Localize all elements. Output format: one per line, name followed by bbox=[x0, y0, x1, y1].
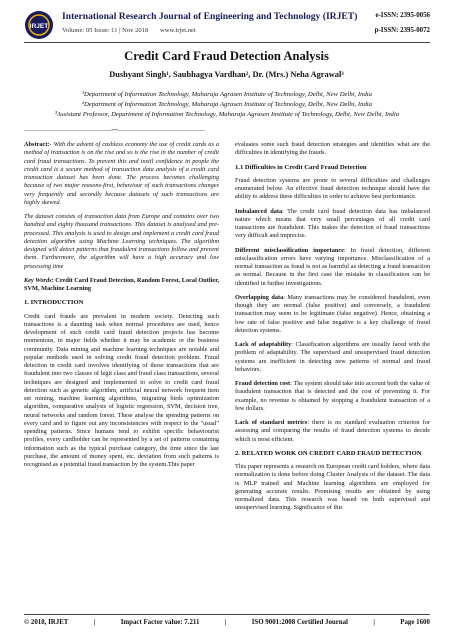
affiliation-3: ³Assistant Professor, Department of Information Technology, Maharaja Agrasen Institute of Technology, Delhi, New Delhi, India bbox=[54, 111, 400, 118]
detection-cost-text: : The system should take into account both the value of fraudulent transaction that is detected and the cost of preventing it. For example, no revenue is obtained by stopping a fraudulent transaction of a few dollars. bbox=[235, 380, 430, 412]
affiliation-1: ¹Department of Information Technology, Maharaja Agrasen Institute of Technology, Delhi, New Delhi, India bbox=[81, 91, 373, 98]
imbalanced-data-text: : The credit card fraud detection data has imbalanced nature which means that very small percentages of all credit card transactions are fraudulent. This makes the detection of fraud transactions very difficult and imprecise. bbox=[235, 207, 430, 240]
affiliation-2: ²Department of Information Technology, Maharaja Agrasen Institute of Technology, Delhi, New Delhi, India bbox=[81, 101, 373, 108]
introduction-heading: 1. INTRODUCTION bbox=[24, 299, 84, 307]
intro-continuation: evaluates some such fraud detection strategies and identifies what are the difficulties in identifying the frauds. bbox=[235, 141, 430, 157]
right-column bbox=[235, 141, 430, 519]
introduction-paragraph: Credit card frauds are prevalent in modern society. Detecting such transactions is a daunting task when normal procedures are used, hence development of such credit card fraud detection projects has become momentous, in major fields whether it may be academic or the business community. Data mining and machine learning techniques are notable and popular methods used in solving credit fraud detection problem. Fraud detection in credit card involves identifying of those transactions that are fraudulent into two classes of legit class and fraud class transactions, several techniques are designed and implemented to solve to credit card fraud detection such as genetic algorithm, artificial neural network frequent item set mining, machine learning algorithms, migrating birds optimization algorithm, comparative analysis of logistic regression, SVM, decision tree, neural networks and random forest. These analyse the spending patterns on every card and to figure out any inconsistencies with respect to the "usual" spending patterns. Since humans tend to exhibit specific behaviourist profiles, every cardholder can be represented by a set of patterns containing information such as the typical purchase category, the time since the last purchase, the amount of money spent, etc. deviation from such patterns is recognised as a potential fraud transaction by the system.This paper bbox=[24, 312, 219, 468]
abstract-text-1: With the advent of cashless economy the use of credit cards as a method of transaction is on the rise and so is the rise in the number of credit card fraud transactions. To prevent this and instil confidence in people the credit card is a secure method of transaction data analysis of a credit card transaction dataset has been done. The process becomes challenging because of two major reasons-first, behaviour of such transactions changes very frequently and secondly because datasets of such transactions are highly skewed. bbox=[24, 141, 219, 206]
difficulties-heading: 1.1 Difficulties in Credit Card Fraud Detection bbox=[235, 163, 367, 171]
abstract-paragraph-1 bbox=[24, 141, 219, 207]
paper-title: Credit Card Fraud Detection Analysis bbox=[124, 49, 329, 63]
keywords-label: Key Words bbox=[24, 276, 52, 284]
abstract-paragraph-2: The dataset consists of transaction data from Europe and contains over two hundred and eighty thousand transactions. This dataset is analysed and pre-processed. This analysis is used to design and implement a credit card fraud detection algorithm using Machine Learning techniques. The algorithm designed will detect patterns that fraudulent transactions follow and prevent them. Furthermore, the algorithm will have a high accuracy and low processing time bbox=[24, 213, 219, 270]
term-misclassification: Different misclassification importance bbox=[235, 246, 344, 254]
term-overlapping-data: Overlapping data bbox=[235, 293, 284, 301]
journal-meta bbox=[62, 27, 206, 34]
section-separator: ---------------------------------------------------------------------***--------------------------------------------------------------------- bbox=[24, 129, 205, 134]
related-work-paragraph: This paper represents a research on European credit card holders, where data normalization is done before doing Cluster Analysis of the dataset. The data is MLP trained and Machine learning algorithms are employed for generating accurate results. Promising results are obtained by using normalized data. This research was based on both supervised and unsupervised learning. Significance of this bbox=[235, 463, 430, 512]
adaptability-paragraph bbox=[235, 341, 430, 374]
journal-title: International Research Journal of Engineering and Technology (IRJET) bbox=[62, 11, 358, 22]
related-work-heading: 2. RELATED WORK ON CREDIT CARD FRAUD DETECTION bbox=[235, 449, 422, 457]
term-adaptability: Lack of adaptability bbox=[235, 341, 292, 348]
footer-copyright: © 2018, IRJET bbox=[24, 619, 69, 626]
footer-page-number: Page 1600 bbox=[400, 619, 430, 626]
journal-website[interactable]: www.irjet.net bbox=[159, 27, 196, 34]
footer-impact-factor: Impact Factor value: 7.211 bbox=[120, 619, 200, 626]
keywords-list: : Credit Card Fraud Detection, Random Forest, Local Outlier, SVM, Machine Learning bbox=[24, 276, 219, 292]
affiliations bbox=[32, 90, 422, 120]
footer-separator: | bbox=[373, 619, 375, 626]
header-divider bbox=[24, 42, 430, 43]
footer-divider bbox=[24, 614, 430, 615]
overlapping-data-paragraph bbox=[235, 294, 430, 335]
imbalanced-data-paragraph bbox=[235, 208, 430, 241]
overlapping-data-text: : Many transactions may be considered fraudulent, even though they are normal (false positive) and conversely, a fraudulent transaction may seem to be legitimate (false negative). Hence, obtaining a low rate of false positive and false negative is a key challenge of fraud detection systems. bbox=[235, 293, 430, 334]
term-imbalanced-data: Imbalanced data bbox=[235, 207, 283, 215]
footer-separator: | bbox=[224, 619, 227, 626]
term-detection-cost: Fraud detection cost bbox=[235, 380, 291, 387]
logo-text: IRJET bbox=[29, 23, 49, 30]
difficulties-intro: Fraud detection systems are prone to several difficulties and challenges enumerated below. An effective fraud detection technique should have the ability to address these difficulties in order to achieve best performance. bbox=[235, 176, 430, 201]
p-issn: p-ISSN: 2395-0072 bbox=[374, 27, 430, 34]
footer-iso: ISO 9001:2008 Certified Journal bbox=[251, 619, 348, 626]
journal-volume: Volume: 05 Issue: 11 | Nov 2018 bbox=[62, 27, 149, 34]
footer-separator: | bbox=[93, 619, 96, 626]
journal-header bbox=[24, 8, 430, 50]
adaptability-text: : Classification algorithms are usually faced with the problem of adaptability. The supervised and unsupervised fraud detection systems are inefficient in detecting new patterns of normal and fraud behaviors. bbox=[235, 341, 430, 373]
page-footer bbox=[24, 619, 430, 626]
paper-authors: Dushyant Singh¹, Saubhagya Vardhan², Dr. (Mrs.) Neha Agrawal³ bbox=[109, 70, 344, 79]
journal-logo bbox=[24, 10, 54, 40]
standard-metrics-paragraph bbox=[235, 419, 430, 444]
keywords bbox=[24, 277, 219, 294]
detection-cost-paragraph bbox=[235, 380, 430, 413]
left-column bbox=[24, 141, 219, 475]
abstract-label: Abstract:- bbox=[24, 141, 52, 148]
e-issn: e-ISSN: 2395-0056 bbox=[375, 12, 430, 19]
misclassification-paragraph bbox=[235, 247, 430, 288]
standard-metrics-text: : there is no standard evaluation criterion for assessing and comparing the results of fraud detection systems to decide which is most efficient. bbox=[235, 419, 430, 443]
term-standard-metrics: Lack of standard metrics bbox=[235, 419, 308, 426]
misclassification-text: : In fraud detection, different misclassification errors have varying importance. Misclassification of a normal transaction as fraud is not as harmful as detecting a fraud transaction as normal. Because in the first case the mistake in classification can be identified in further investigations. bbox=[235, 246, 430, 287]
